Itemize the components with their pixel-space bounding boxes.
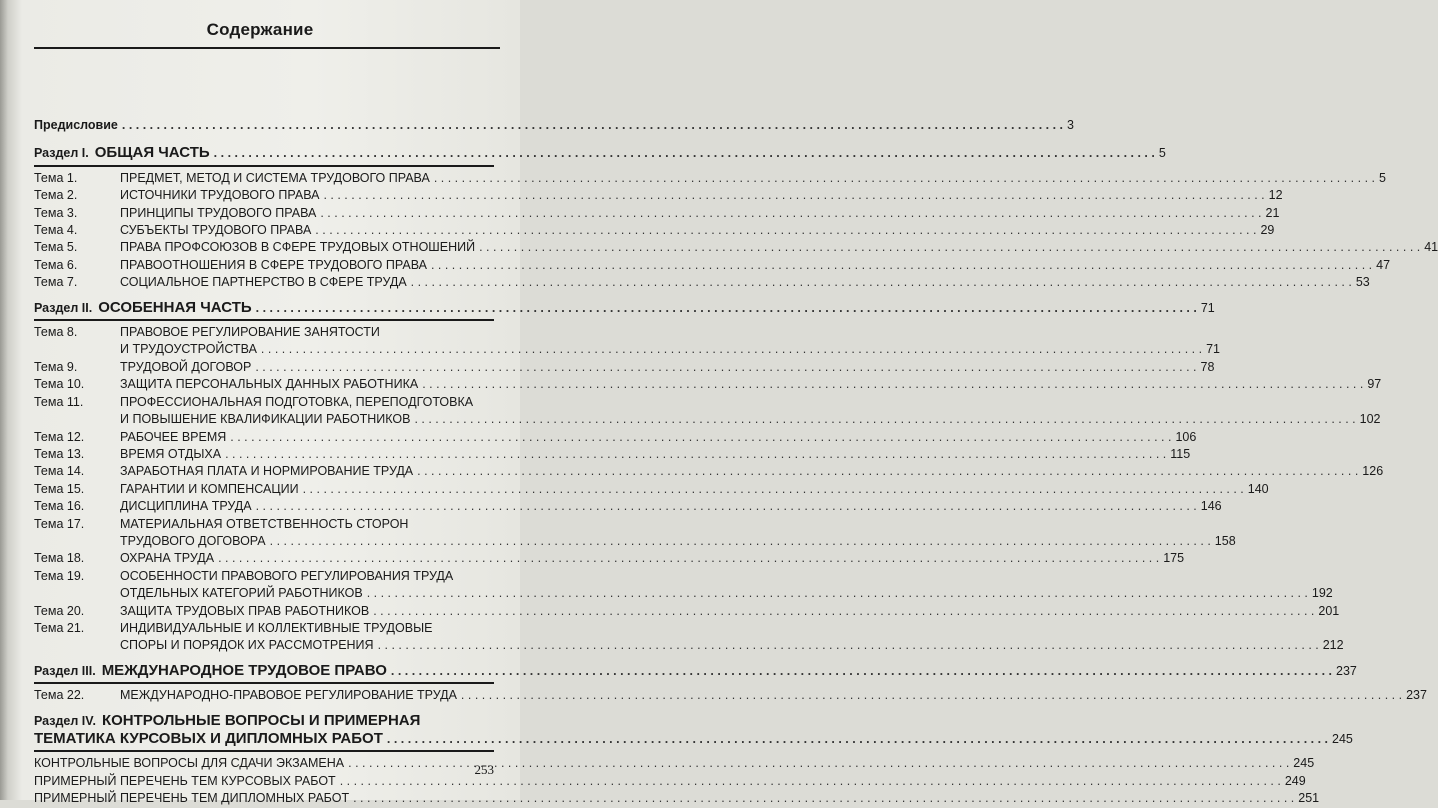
toc-entry (34, 603, 1340, 620)
section-heading (34, 144, 1166, 162)
entry-title: ПРЕДМЕТ, МЕТОД И СИСТЕМА ТРУДОВОГО ПРАВА (120, 170, 430, 185)
entry-line (34, 394, 494, 411)
dot-leader (417, 463, 1358, 480)
dot-leader (461, 687, 1402, 704)
entry-label: Тема 3. (34, 205, 78, 220)
toc-entry (34, 359, 1215, 376)
dot-leader (261, 341, 1202, 358)
entry-line (34, 359, 1215, 376)
entry-label: Тема 2. (34, 188, 78, 203)
toc-entry (34, 170, 1386, 187)
toc-entry (34, 773, 1306, 790)
toc-preface (34, 117, 1074, 134)
entry-label: Тема 11. (34, 394, 84, 409)
toc-entry (34, 568, 1333, 603)
entry-title: И ПОВЫШЕНИЕ КВАЛИФИКАЦИИ РАБОТНИКОВ (120, 412, 411, 427)
toc-entry (34, 222, 1275, 239)
entry-title: ПРАВОВОЕ РЕГУЛИРОВАНИЕ ЗАНЯТОСТИ (120, 325, 380, 340)
toc-section (34, 298, 1384, 662)
dot-leader (431, 257, 1372, 274)
dot-leader (411, 274, 1352, 291)
section-rule (34, 319, 494, 321)
entry-label: Тема 18. (34, 551, 85, 566)
table-of-contents (34, 117, 1438, 808)
preface-page: 3 (1067, 118, 1074, 132)
section-label: Раздел II. (34, 300, 93, 315)
entry-line-cont (34, 533, 1236, 550)
entry-label: Тема 14. (34, 464, 85, 479)
toc-section (34, 661, 1427, 712)
entry-title: ПРИМЕРНЫЙ ПЕРЕЧЕНЬ ТЕМ ДИПЛОМНЫХ РАБОТ (34, 791, 350, 806)
toc-section (34, 711, 1353, 808)
spacer (34, 292, 494, 299)
toc-entry (34, 620, 1344, 655)
entry-line (34, 187, 1283, 204)
entry-page: 71 (1206, 342, 1220, 357)
entry-page: 201 (1318, 603, 1340, 618)
toc-entry (34, 481, 1269, 498)
entry-page: 212 (1322, 638, 1344, 653)
dot-leader (378, 637, 1319, 654)
entry-title: МЕЖДУНАРОДНО-ПРАВОВОЕ РЕГУЛИРОВАНИЕ ТРУДА (120, 688, 457, 703)
section-title: МЕЖДУНАРОДНОЕ ТРУДОВОЕ ПРАВО (101, 661, 387, 679)
section-title: ОБЩАЯ ЧАСТЬ (94, 144, 210, 162)
dot-leader (434, 170, 1375, 187)
section-page: 71 (1200, 300, 1215, 315)
dot-leader (255, 359, 1196, 376)
entry-line (34, 376, 1382, 393)
entry-line (34, 620, 494, 637)
toc-entry (34, 274, 1370, 291)
section-title-line2: ТЕМАТИКА КУРСОВЫХ И ДИПЛОМНЫХ РАБОТ (34, 730, 383, 747)
entry-title: СПОРЫ И ПОРЯДОК ИХ РАССМОТРЕНИЯ (120, 638, 374, 653)
section-rule (34, 165, 494, 167)
toc-entry (34, 394, 1381, 429)
entry-line-cont (34, 637, 1344, 654)
dot-leader (323, 187, 1264, 204)
entry-line (34, 550, 1185, 567)
section-heading (34, 712, 494, 730)
toc-entry (34, 790, 1320, 807)
entry-label: Тема 16. (34, 499, 85, 514)
spacer (34, 655, 494, 662)
entry-title: ТРУДОВОЙ ДОГОВОР (120, 359, 252, 374)
entry-page: 126 (1362, 464, 1384, 479)
entry-page: 146 (1200, 499, 1222, 514)
entry-label: Тема 17. (34, 516, 85, 531)
section-heading (34, 661, 1357, 680)
entry-line-cont (34, 411, 1381, 428)
entry-line (34, 463, 1384, 480)
entry-title: РАБОЧЕЕ ВРЕМЯ (120, 429, 227, 444)
entry-label: Тема 9. (34, 359, 78, 374)
entry-page: 192 (1311, 586, 1333, 601)
dot-leader (225, 446, 1166, 463)
entry-page: 175 (1163, 551, 1185, 566)
entry-line (34, 481, 1269, 498)
entry-title: ПРИМЕРНЫЙ ПЕРЕЧЕНЬ ТЕМ КУРСОВЫХ РАБОТ (34, 773, 336, 788)
entry-title: ПРАВООТНОШЕНИЯ В СФЕРЕ ТРУДОВОГО ПРАВА (120, 257, 427, 272)
dot-leader (256, 300, 1197, 317)
entry-label: Тема 13. (34, 446, 85, 461)
toc-entry (34, 463, 1384, 480)
entry-line (34, 603, 1340, 620)
dot-leader (320, 205, 1261, 222)
entry-line (34, 205, 1280, 222)
dot-leader (414, 411, 1355, 428)
entry-title: ОСОБЕННОСТИ ПРАВОВОГО РЕГУЛИРОВАНИЯ ТРУДА (120, 568, 454, 583)
dot-leader (230, 429, 1171, 446)
entry-title: ВРЕМЯ ОТДЫХА (120, 446, 222, 461)
section-page: 5 (1158, 146, 1166, 161)
entry-line (34, 170, 1386, 187)
entry-line-cont (34, 585, 1333, 602)
entry-page: 115 (1170, 446, 1191, 461)
entry-label: Тема 21. (34, 620, 85, 635)
section-title: КОНТРОЛЬНЫЕ ВОПРОСЫ И ПРИМЕРНАЯ (101, 711, 421, 729)
entry-page: 97 (1367, 377, 1382, 392)
section-label: Раздел I. (34, 146, 89, 161)
entry-title: ПРАВА ПРОФСОЮЗОВ В СФЕРЕ ТРУДОВЫХ ОТНОШЕНИЙ (120, 240, 476, 255)
toc-entry (34, 516, 1236, 551)
section-title: ОСОБЕННАЯ ЧАСТЬ (98, 298, 252, 316)
entry-line (34, 755, 1315, 772)
toc-entry (34, 324, 1220, 359)
entry-label: Тема 12. (34, 429, 85, 444)
entry-label: Тема 22. (34, 688, 85, 703)
entry-label: Тема 15. (34, 481, 85, 496)
entry-line (34, 257, 1391, 274)
entry-page: 78 (1200, 359, 1215, 374)
toc-entry (34, 687, 1427, 704)
dot-leader (353, 790, 1294, 807)
entry-title: ГАРАНТИИ И КОМПЕНСАЦИИ (120, 481, 299, 496)
entry-page: 41 (1424, 240, 1438, 255)
entry-page: 140 (1247, 481, 1269, 496)
entry-line (34, 429, 1197, 446)
dot-leader (256, 498, 1197, 515)
toc-entry (34, 376, 1382, 393)
entry-page: 53 (1355, 275, 1370, 290)
entry-title: ДИСЦИПЛИНА ТРУДА (120, 499, 252, 514)
toc-entry (34, 239, 1438, 256)
entry-line (34, 498, 1222, 515)
entry-title: ОХРАНА ТРУДА (120, 551, 215, 566)
entry-page: 249 (1284, 773, 1306, 788)
section-heading (34, 298, 1215, 317)
entry-line (34, 274, 1370, 291)
entry-page: 158 (1214, 533, 1236, 548)
entry-page: 29 (1260, 223, 1275, 238)
entry-title: ИНДИВИДУАЛЬНЫЕ И КОЛЛЕКТИВНЫЕ ТРУДОВЫЕ (120, 620, 433, 635)
section-page: 237 (1336, 663, 1357, 678)
entry-line (34, 687, 1427, 704)
toc-entry (34, 550, 1185, 567)
entry-line (34, 568, 494, 585)
entry-line (34, 222, 1275, 239)
entry-line (34, 324, 494, 341)
spacer (34, 705, 494, 712)
entry-label: Тема 7. (34, 275, 78, 290)
entry-title: МАТЕРИАЛЬНАЯ ОТВЕТСТВЕННОСТЬ СТОРОН (120, 516, 409, 531)
entry-title: КОНТРОЛЬНЫЕ ВОПРОСЫ ДЛЯ СДАЧИ ЭКЗАМЕНА (34, 756, 345, 771)
entry-page: 47 (1376, 257, 1391, 272)
dot-leader (270, 533, 1211, 550)
dot-leader (391, 663, 1332, 680)
toc-entry (34, 205, 1280, 222)
entry-title: И ТРУДОУСТРОЙСТВА (120, 342, 257, 357)
toc-entry (34, 429, 1197, 446)
entry-title: ОТДЕЛЬНЫХ КАТЕГОРИЙ РАБОТНИКОВ (120, 586, 363, 601)
entry-title: ИСТОЧНИКИ ТРУДОВОГО ПРАВА (120, 188, 320, 203)
entry-page: 102 (1359, 412, 1381, 427)
dot-leader (367, 585, 1308, 602)
entry-label: Тема 4. (34, 223, 78, 238)
toc-entry (34, 446, 1191, 463)
entry-title: ЗАЩИТА ПЕРСОНАЛЬНЫХ ДАННЫХ РАБОТНИКА (120, 377, 419, 392)
section-heading-cont (34, 730, 1353, 748)
dot-leader (122, 117, 1063, 134)
entry-page: 237 (1406, 688, 1427, 703)
entry-title: ЗАРАБОТНАЯ ПЛАТА И НОРМИРОВАНИЕ ТРУДА (120, 464, 414, 479)
entry-title: ТРУДОВОГО ДОГОВОРА (120, 533, 266, 548)
entry-label: Тема 6. (34, 257, 78, 272)
dot-leader (315, 222, 1256, 239)
section-label: Раздел III. (34, 663, 96, 678)
dot-leader (218, 550, 1159, 567)
entry-page: 12 (1268, 188, 1283, 203)
spacer (34, 134, 494, 144)
entry-line (34, 773, 1306, 790)
dot-leader (387, 731, 1328, 748)
entry-label: Тема 1. (34, 170, 78, 185)
entry-title: СУБЪЕКТЫ ТРУДОВОГО ПРАВА (120, 223, 312, 238)
entry-page: 245 (1293, 756, 1315, 771)
section-rule (34, 682, 494, 684)
entry-line (34, 446, 1191, 463)
section-rule (34, 750, 494, 752)
page-title: Содержание (206, 20, 314, 39)
dot-leader (479, 239, 1420, 256)
dot-leader (422, 376, 1363, 393)
entry-title: ПРИНЦИПЫ ТРУДОВОГО ПРАВА (120, 205, 317, 220)
entry-title: ПРОФЕССИОНАЛЬНАЯ ПОДГОТОВКА, ПЕРЕПОДГОТОВКА (120, 394, 474, 409)
entry-page: 106 (1175, 429, 1197, 444)
toc-entry (34, 187, 1283, 204)
dot-leader (373, 603, 1314, 620)
toc-sections (34, 144, 1438, 807)
toc-section (34, 144, 1438, 298)
dot-leader (303, 481, 1244, 498)
entry-label: Тема 20. (34, 603, 85, 618)
page-number: 253 (474, 762, 494, 777)
entry-label: Тема 8. (34, 325, 78, 340)
entry-title: ЗАЩИТА ТРУДОВЫХ ПРАВ РАБОТНИКОВ (120, 603, 370, 618)
entry-line-cont (34, 341, 1220, 358)
entry-line (34, 516, 494, 533)
section-label: Раздел IV. (34, 713, 96, 728)
toc-entry (34, 498, 1222, 515)
entry-label: Тема 10. (34, 377, 85, 392)
toc-entry (34, 755, 1315, 772)
dot-leader (214, 145, 1155, 162)
entry-label: Тема 19. (34, 568, 85, 583)
entry-line (34, 790, 1320, 807)
entry-label: Тема 5. (34, 240, 78, 255)
title-rule (34, 47, 500, 49)
entry-page: 5 (1378, 170, 1386, 185)
preface-label: Предисловие (34, 118, 118, 132)
section-page: 245 (1332, 732, 1353, 746)
entry-line (34, 239, 1438, 256)
entry-page: 21 (1265, 205, 1280, 220)
entry-page: 251 (1298, 791, 1320, 806)
entry-title: СОЦИАЛЬНОЕ ПАРТНЕРСТВО В СФЕРЕ ТРУДА (120, 275, 407, 290)
toc-entry (34, 257, 1391, 274)
